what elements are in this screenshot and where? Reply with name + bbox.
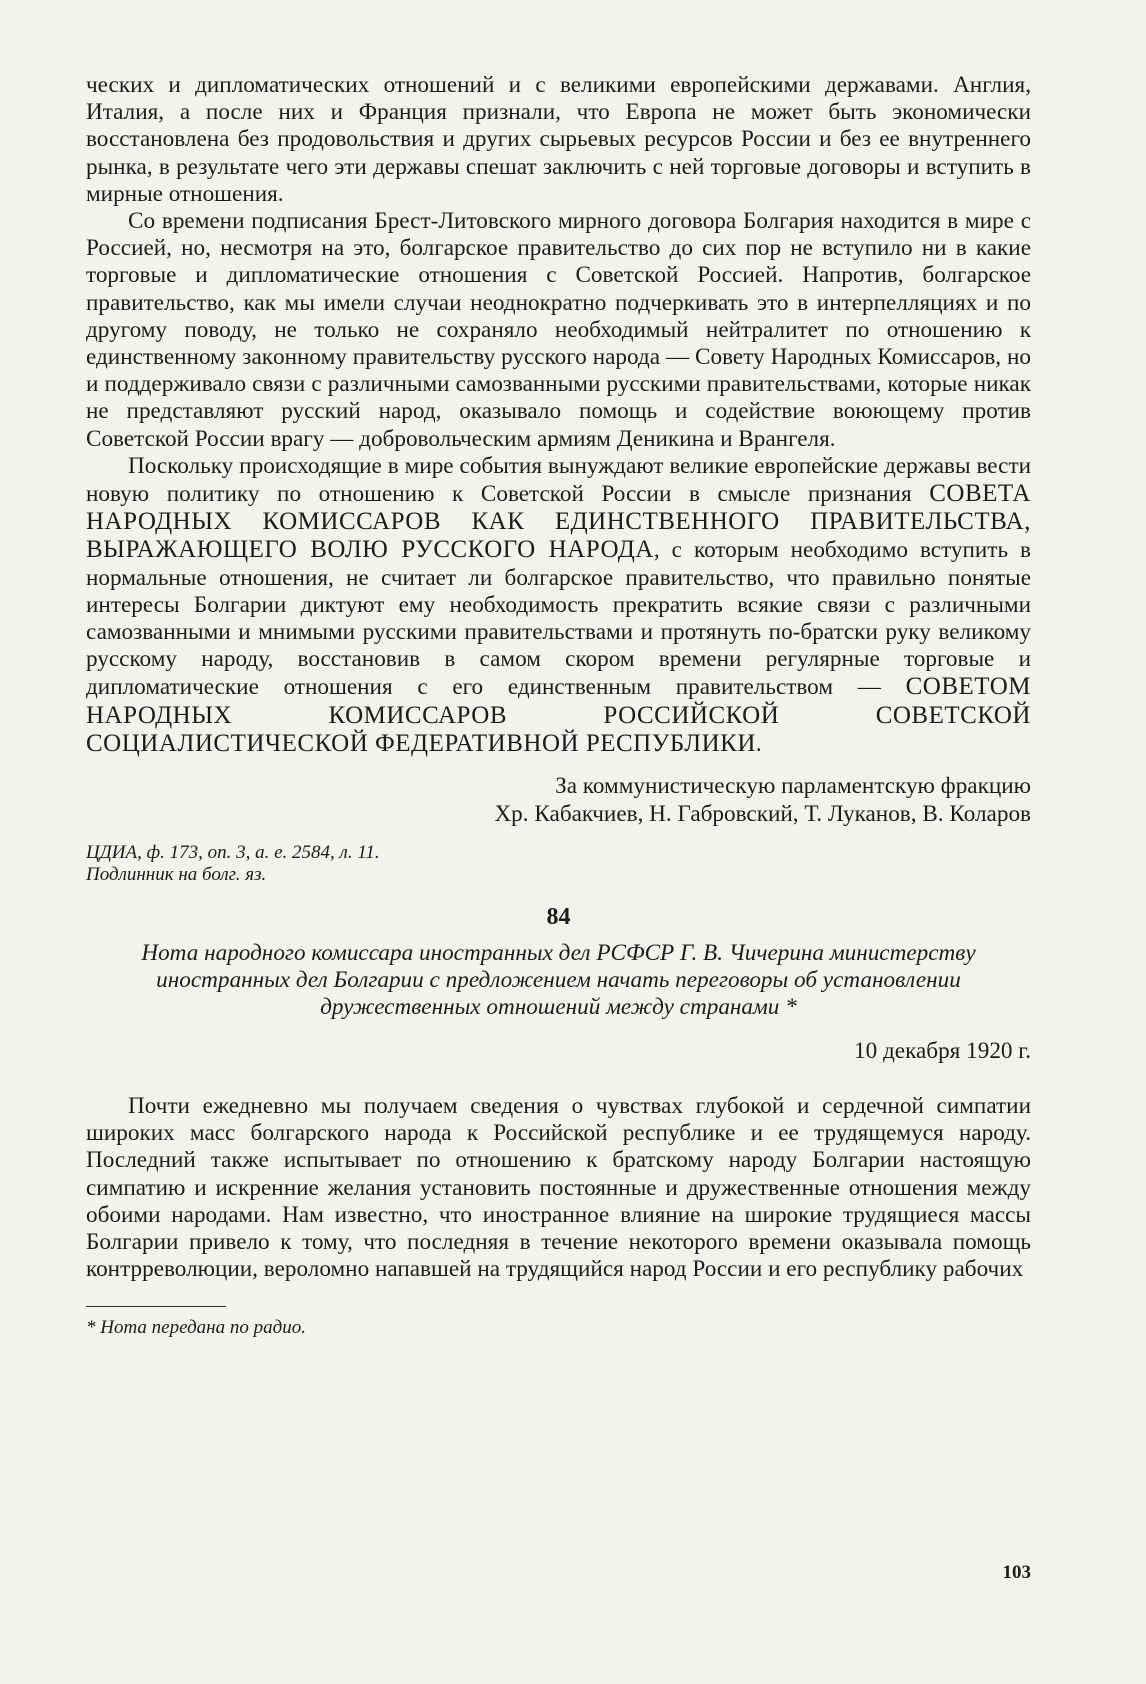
document-date: 10 декабря 1920 г. xyxy=(854,1038,1031,1065)
archive-note: Подлинник на болг. яз. xyxy=(86,864,267,886)
emphasis-caps: СОВЕТА НАРОДНЫХ КОМИССАРОВ КАК ЕДИНСТВЕННОГО ПРАВИТЕЛЬСТВА, ВЫРАЖАЮЩЕГО ВОЛЮ РУССКОГО НАРОДА xyxy=(86,480,1031,564)
paragraph-text: . xyxy=(755,730,762,757)
paragraph-bulgaria-relations: Со времени подписания Брест-Литовского мирного договора Болгария находится в мире с Россией, но, несмотря на это, болгарское правительство до сих пор не вступило ни в какие торговые и дипломатические отношения с Советской Россией. Напротив, болгарское правительство, как мы имели случаи неоднократно подчеркивать это в интерпелляциях и по другому поводу, не только не сохраняло необходимый нейтралитет по отношению к единственному закoнному правительству русского народа — Совету Народных Комиссаров, но и поддерживало связи с различными самозванными русскими правительствами, которые никак не представляют русский народ, оказывало помощь и содействие воюющему против Советской России врагу — добровольческим армиям Деникина и Врангеля. xyxy=(86,208,1031,452)
page-number: 103 xyxy=(1002,1562,1031,1583)
document-title: Нота народного комиссара иностранных дел РСФСР Г. В. Чичерина министерству иностранных дел Болгарии с предложением начать переговоры об установлении дружественных отношений между странами * xyxy=(141,940,976,1021)
paragraph-text: Поскольку происходящие в мире события вынуждают великие европейские державы вести новую политику по отношению к Советской России в смысле признания xyxy=(86,452,1031,508)
signature-names: Хр. Кабакчиев, Н. Габровский, Т. Луканов, В. Коларов xyxy=(494,801,1031,828)
paragraph-continuation: ческих и дипломатических отношений и с великими европейскими державами. Англия, Италия, а после них и Франция признали, что Европа не может быть экономически восстановлена без продовольствия и других сырьевых ресурсов России и без ее внутреннего рынка, в результате чего эти державы спешат заключить с ней торговые договоры и вступить в мирные отношения. xyxy=(86,72,1031,207)
document-number: 84 xyxy=(546,904,571,931)
signature-block xyxy=(86,772,1031,828)
footnote: * Нота передана по радио. xyxy=(86,1316,306,1338)
emphasis-caps: СОВЕТОМ НАРОДНЫХ КОМИССАРОВ РОССИЙСКОЙ СОВЕТСКОЙ СОЦИАЛИСТИЧЕСКОЙ ФЕДЕРАТИВНОЙ РЕСПУБЛИКИ xyxy=(86,673,1031,757)
paragraph-recognition xyxy=(86,453,1031,758)
page-content xyxy=(86,72,1031,1339)
archive-reference xyxy=(86,842,1031,886)
signature-faction: За коммунистическую парламентскую фракцию xyxy=(555,773,1031,800)
footnote-divider xyxy=(86,1306,226,1307)
document-body: Почти ежедневно мы получаем сведения о чувствах глубокой и сердечной симпатии широких масс болгарского народа к Российской республике и ее трудящемуся народу. Последний также испытывает по отношению к братскому народу Болгарии настоящую симпатию и искренние желания установить постоянные и дружественные отношения между обоими народами. Нам известно, что иностранное влияние на широкие трудящиеся массы Болгарии привело к тому, что последняя в течение некоторого времени оказывала помощь контрреволюции, вероломно напавшей на трудящийся народ России и его республику рабочих xyxy=(86,1093,1031,1283)
archive-ref: ЦДИА, ф. 173, оп. 3, а. е. 2584, л. 11. xyxy=(86,842,380,864)
paragraph-text: , с которым необходимо вступить в нормальные отношения, не считает ли болгарское правительство, что правильно понятые интересы Болгарии диктуют ему необходимость прекратить всякие связи с различными самозванными и мнимыми русскими правительствами и протянуть по-братски руку великому русскому народу, восстановив в самом скором времени регулярные торговые и дипломатические отношения с его единственным правительством — xyxy=(86,537,1031,701)
